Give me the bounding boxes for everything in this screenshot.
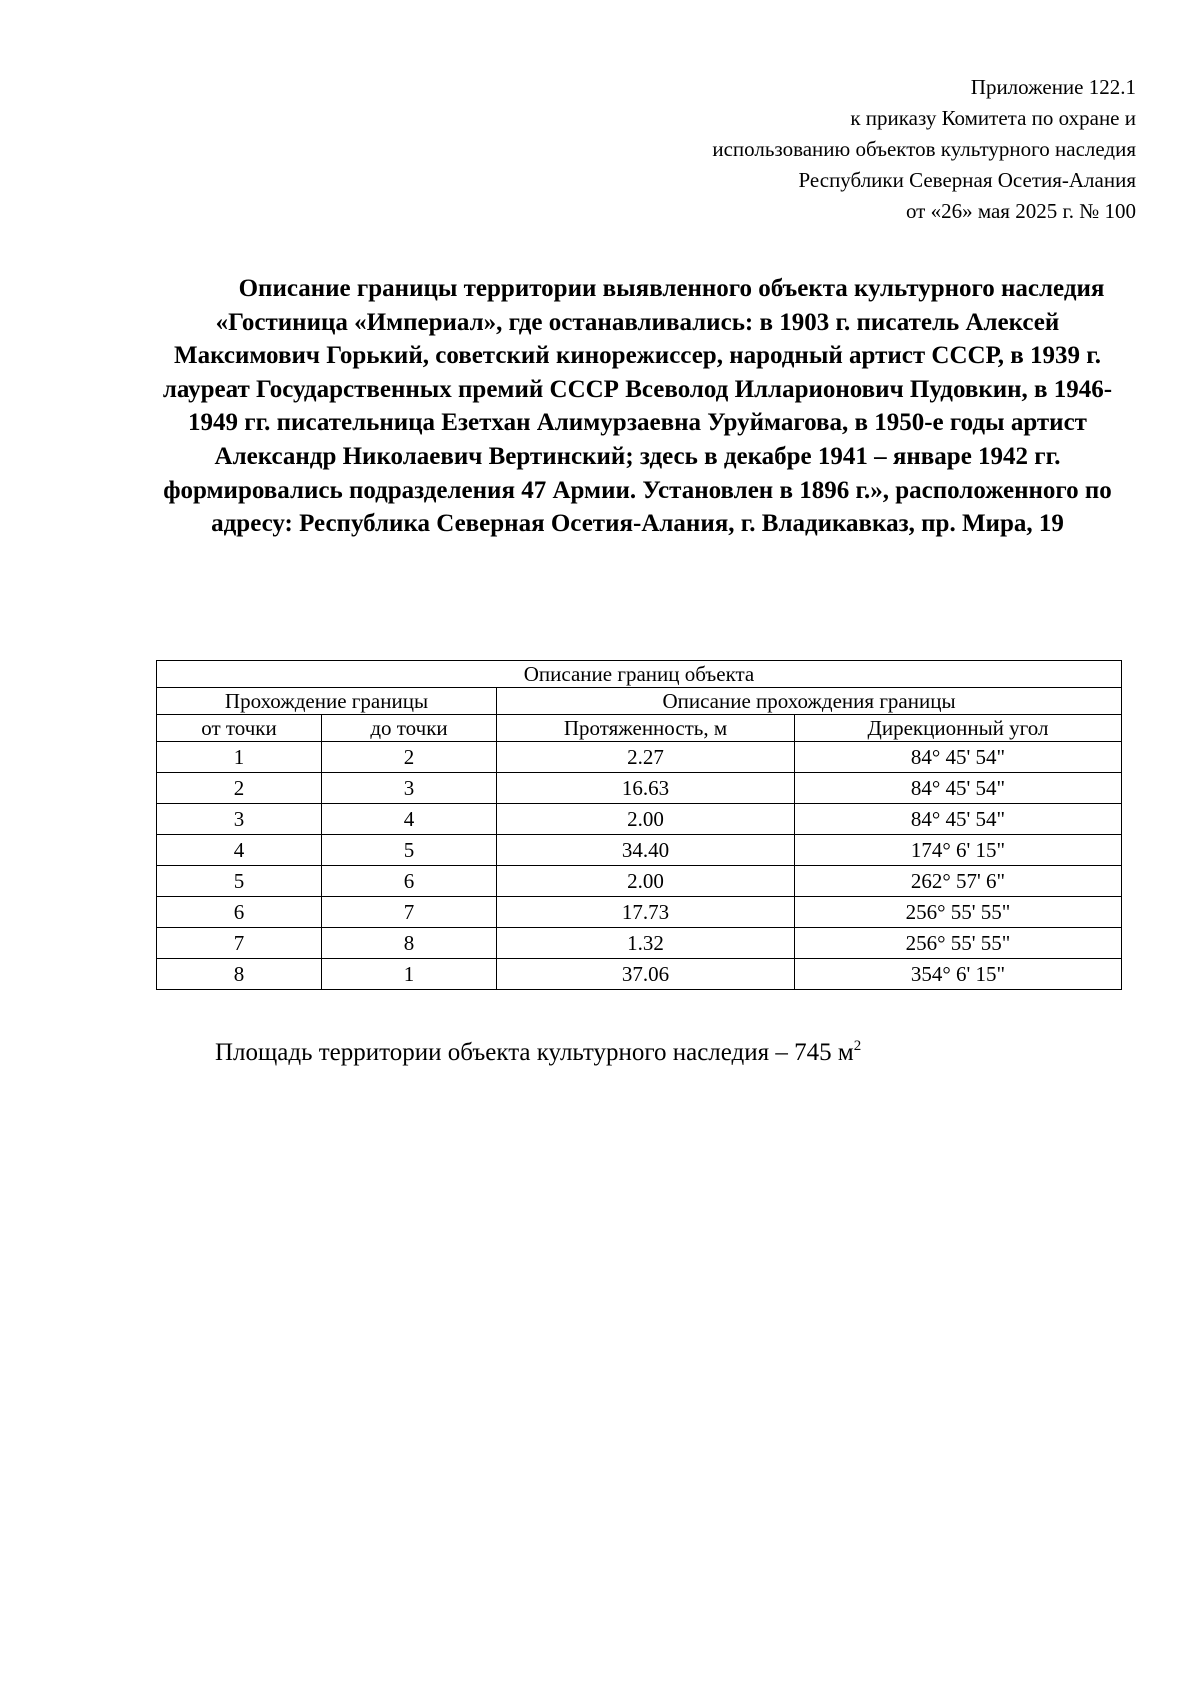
table-row [157,897,1122,928]
column-header-from: от точки [157,715,322,742]
area-text: Площадь территории объекта культурного наследия – 745 м [215,1039,854,1066]
boundary-table [156,660,1122,990]
table-row [157,928,1122,959]
table-column-header-row [157,715,1122,742]
group-header-description: Описание прохождения границы [497,688,1122,715]
appendix-line: Приложение 122.1 [970,75,1136,99]
cell-angle: 84° 45' 54" [795,773,1122,804]
cell-length: 34.40 [497,835,795,866]
appendix-header [712,72,1136,227]
table-row [157,866,1122,897]
table-row [157,742,1122,773]
cell-length: 37.06 [497,959,795,990]
cell-length: 2.27 [497,742,795,773]
document-title-text: Описание границы территории выявленного объекта культурного наследия «Гостиница «Империал», где останавливались: в 1903 г. писатель Алексей Максимович Горький, советский кинорежиссер, народный артист СССР, в 1939 г. лауреат Государственных премий СССР Всеволод Илларионович Пудовкин, в 1946-1949 гг. писательница Езетхан Алимурзаевна Уруймагова, в 1950-е годы артист Александр Николаевич Вертинский; здесь в декабре 1941 – январе 1942 гг. формировались подразделения 47 Армии. Установлен в 1896 г.», расположенного по адресу: Республика Северная Осетия-Алания, г. Владикавказ, пр. Мира, 19 [162,275,1113,538]
cell-from: 8 [157,959,322,990]
cell-to: 5 [322,835,497,866]
cell-angle: 174° 6' 15" [795,835,1122,866]
column-header-to: до точки [322,715,497,742]
table-caption-row [157,661,1122,688]
table-group-header-row [157,688,1122,715]
area-unit-superscript: 2 [853,1038,862,1054]
cell-to: 7 [322,897,497,928]
cell-from: 4 [157,835,322,866]
cell-angle: 84° 45' 54" [795,742,1122,773]
cell-from: 7 [157,928,322,959]
cell-from: 3 [157,804,322,835]
cell-angle: 256° 55' 55" [795,897,1122,928]
cell-from: 6 [157,897,322,928]
cell-angle: 354° 6' 15" [795,959,1122,990]
cell-angle: 84° 45' 54" [795,804,1122,835]
table-row [157,959,1122,990]
cell-length: 2.00 [497,866,795,897]
cell-to: 6 [322,866,497,897]
table-row [157,773,1122,804]
cell-length: 1.32 [497,928,795,959]
cell-from: 5 [157,866,322,897]
area-statement [215,1038,861,1068]
cell-length: 17.73 [497,897,795,928]
document-title [155,272,1120,541]
appendix-line: от «26» мая 2025 г. № 100 [905,199,1136,223]
group-header-passage: Прохождение границы [157,688,497,715]
cell-to: 8 [322,928,497,959]
cell-from: 2 [157,773,322,804]
cell-length: 16.63 [497,773,795,804]
table-row [157,835,1122,866]
cell-to: 4 [322,804,497,835]
table-row [157,804,1122,835]
cell-from: 1 [157,742,322,773]
cell-to: 1 [322,959,497,990]
appendix-line: использованию объектов культурного наследия [712,137,1136,161]
appendix-line: Республики Северная Осетия-Алания [798,168,1136,192]
appendix-line: к приказу Комитета по охране и [850,106,1136,130]
cell-to: 2 [322,742,497,773]
cell-length: 2.00 [497,804,795,835]
cell-angle: 256° 55' 55" [795,928,1122,959]
column-header-length: Протяженность, м [497,715,795,742]
column-header-angle: Дирекционный угол [795,715,1122,742]
cell-to: 3 [322,773,497,804]
table-caption: Описание границ объекта [157,661,1122,688]
cell-angle: 262° 57' 6" [795,866,1122,897]
